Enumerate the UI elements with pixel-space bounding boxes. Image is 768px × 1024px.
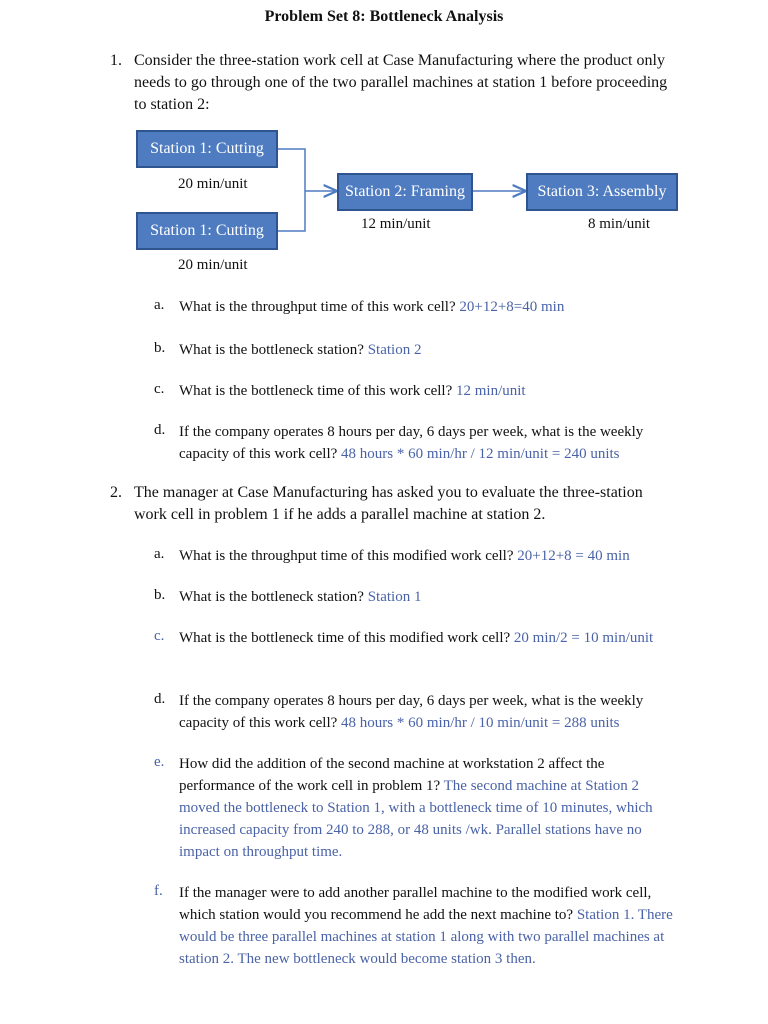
q2-item-d — [179, 690, 679, 734]
q1-item-d — [179, 421, 679, 465]
q2-item-b — [179, 586, 679, 608]
page-title: Problem Set 8: Bottleneck Analysis — [264, 8, 504, 25]
q1-item-a — [179, 296, 679, 318]
answer-text: 12 min/unit — [456, 383, 526, 399]
station-3-rate: 8 min/unit — [588, 216, 651, 232]
question-text: What is the bottleneck time of this modified work cell? — [179, 630, 511, 646]
answer-text: 20+12+8 = 40 min — [517, 548, 630, 564]
q1-item-d-letter: d. — [154, 422, 166, 438]
q2-item-d-letter: d. — [154, 691, 166, 707]
question-text: What is the bottleneck station? — [179, 589, 364, 605]
station-1-bottom-box: Station 1: Cutting — [136, 212, 278, 250]
question-2-number: 2. — [110, 484, 122, 501]
q2-item-c-letter: c. — [154, 628, 165, 644]
question-text: What is the throughput time of this work cell? — [179, 299, 456, 315]
q2-item-a — [179, 545, 679, 567]
answer-text: Station 1 — [367, 589, 422, 605]
question-2-text: The manager at Case Manufacturing has asked you to evaluate the three-station work cell in problem 1 if he adds a parallel machine at station 2. — [134, 484, 643, 523]
answer-text: 48 hours * 60 min/hr / 12 min/unit = 240 units — [341, 446, 620, 462]
question-text: If the manager were to add another parallel machine to the modified work cell, which station would you recommend he add the next machine to? — [179, 885, 652, 923]
answer-text: 48 hours * 60 min/hr / 10 min/unit = 288 units — [341, 715, 620, 731]
q1-item-b — [179, 339, 679, 361]
answer-text: The second machine at Station 2 moved the bottleneck to Station 1, with a bottleneck time of 10 minutes, which increased capacity from 240 to 288, or 48 units /wk. Parallel stations have no impact on throughput time. — [179, 778, 653, 860]
answer-text: Station 1. There would be three parallel machines at station 1 along with two parallel machines at station 2. The new bottleneck would become station 3 then. — [179, 907, 673, 967]
q2-item-b-letter: b. — [154, 587, 166, 603]
answer-text: Station 2 — [367, 342, 422, 358]
question-text: What is the throughput time of this modified work cell? — [179, 548, 514, 564]
question-1-number: 1. — [110, 52, 122, 69]
question-text: If the company operates 8 hours per day, 6 days per week, what is the weekly capacity of this work cell? — [179, 693, 644, 731]
q1-item-a-letter: a. — [154, 297, 165, 313]
q2-item-f-letter: f. — [154, 883, 163, 899]
station-1-top-rate: 20 min/unit — [178, 176, 248, 192]
q2-item-e-letter: e. — [154, 754, 165, 770]
q1-item-c — [179, 380, 679, 402]
q2-item-c — [179, 627, 679, 649]
connector-bottom — [278, 191, 305, 231]
q2-item-a-letter: a. — [154, 546, 165, 562]
station-3-box: Station 3: Assembly — [526, 173, 678, 211]
q2-item-f — [179, 882, 679, 970]
question-text: If the company operates 8 hours per day, 6 days per week, what is the weekly capacity of this work cell? — [179, 424, 644, 462]
question-text: How did the addition of the second machine at workstation 2 affect the performance of the work cell in problem 1? — [179, 756, 605, 794]
question-1-text: Consider the three-station work cell at Case Manufacturing where the product only needs to go through one of the two parallel machines at station 1 before proceeding to station 2: — [134, 52, 668, 113]
station-1-bottom-rate: 20 min/unit — [178, 257, 248, 273]
station-2-box: Station 2: Framing — [337, 173, 473, 211]
connector-top — [278, 149, 305, 191]
answer-text: 20+12+8=40 min — [459, 299, 565, 315]
question-text: What is the bottleneck time of this work cell? — [179, 383, 453, 399]
station-2-rate: 12 min/unit — [361, 216, 431, 232]
question-text: What is the bottleneck station? — [179, 342, 364, 358]
q2-item-e — [179, 753, 679, 863]
q1-item-b-letter: b. — [154, 340, 166, 356]
station-1-top-box: Station 1: Cutting — [136, 130, 278, 168]
q1-item-c-letter: c. — [154, 381, 165, 397]
answer-text: 20 min/2 = 10 min/unit — [513, 630, 654, 646]
